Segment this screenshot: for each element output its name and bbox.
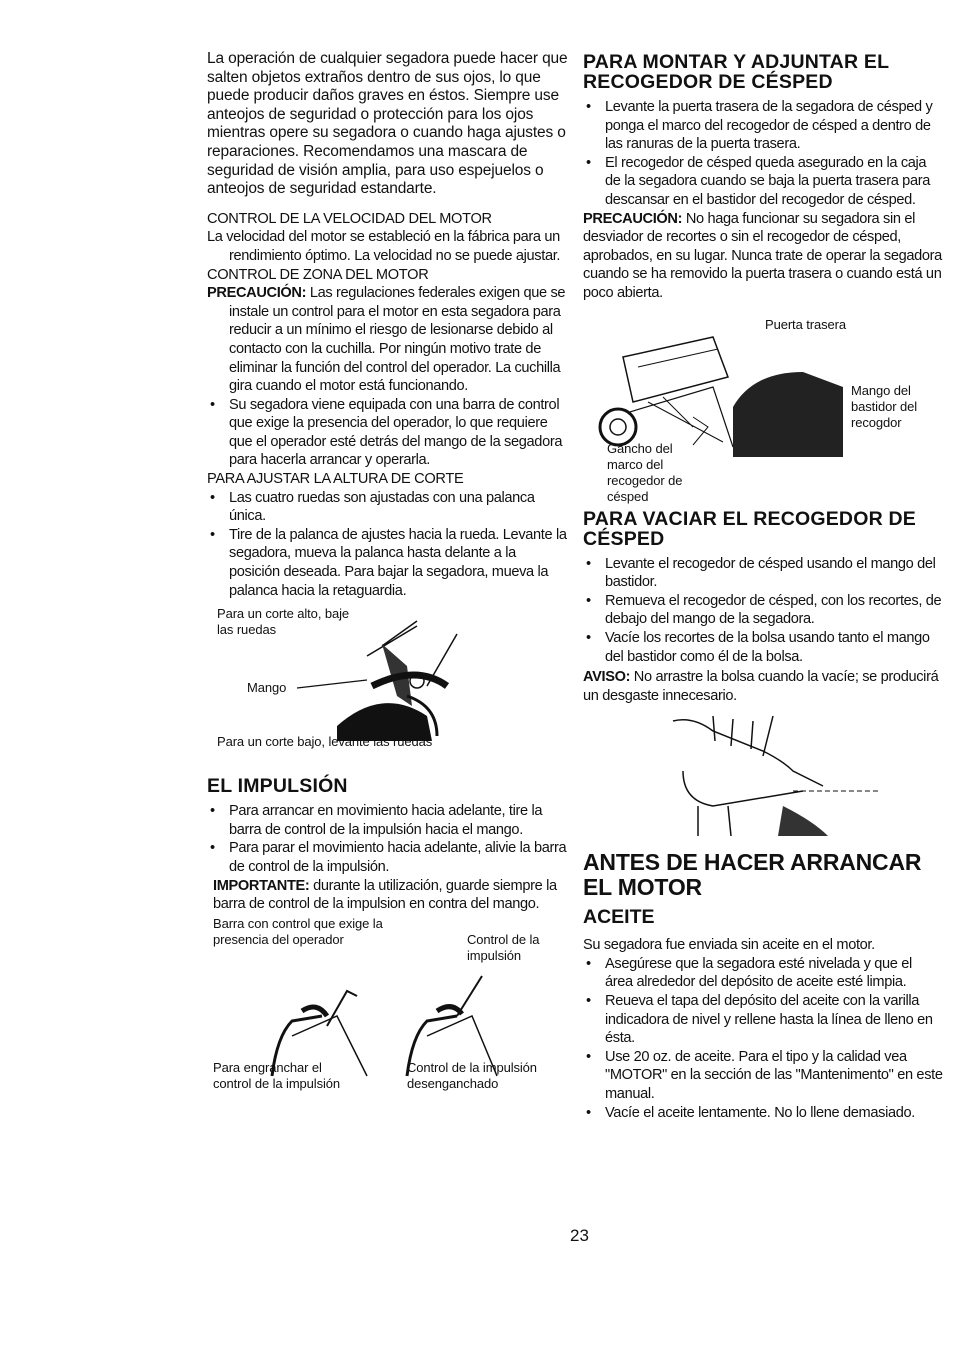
drive-control-figure (207, 916, 569, 1116)
fig1-mango-label: Mango (247, 680, 287, 696)
empty-bullets (583, 555, 943, 667)
drive-bullet: • Para parar el movimiento hacia adelante, alivie la barra de control de la impulsión. (207, 839, 569, 876)
mount-bullet: • Levante la puerta trasera de la segadora de césped y ponga el marco del recogedor de césped a dentro de las ranuras de la puerta trasera. (583, 98, 943, 154)
oil-bullet: • Reueva el tapa del depósito del aceite con la varilla indicadora de nivel y rellene hasta la línea de lleno en ésta. (583, 992, 943, 1048)
height-adjust-figure (207, 606, 569, 766)
mount-bagger-heading: PARA MONTAR Y ADJUNTAR EL RECOGEDOR DE CÉSPED (583, 51, 889, 93)
fig3-hook-label: Gancho del marco del recogedor de césped (607, 440, 683, 504)
fig2-drive-control-caption: Control de la impulsión (467, 931, 540, 963)
oil-heading: ACEITE (583, 906, 655, 929)
left-column (207, 50, 569, 1116)
drive-bullet: • Para arrancar en movimiento hacia adelante, tire la barra de control de la impulsión hacia el mango. (207, 802, 569, 839)
speed-control-text (207, 228, 569, 265)
mount-caution-text: No haga funcionar su segadora sin el desviador de recortes o sin el recogedor de césped, aprobados, en su lugar. Nunca trate de operar la segadora cuando se ha removido la puerta trasera o cuando está un poco abierta. (583, 210, 942, 301)
fig1-top-caption: Para un corte alto, baje las ruedas (217, 606, 350, 638)
important-text: durante la utilización, guarde siempre la barra de control de la impulsion en contra del mango. (213, 877, 557, 913)
oil-bullets (583, 955, 943, 1122)
drive-bullets (207, 802, 569, 876)
height-bullet: • Tire de la palanca de ajustes hacia la rueda. Levante la segadora, mueva la palanca hasta delante a la posición deseada. Para bajar la segadora, mueva la palanca hacia la retaguardia. (207, 526, 569, 600)
lever-wheel-illustration (287, 616, 527, 746)
important-label: IMPORTANTE: (213, 877, 310, 894)
oil-bullet: • Vacíe el aceite lentamente. No lo llene demasiado. (583, 1104, 943, 1123)
speed-control-title: CONTROL DE LA VELOCIDAD DEL MOTOR (207, 210, 492, 227)
empty-bagger-heading: PARA VACIAR EL RECOGEDOR DE CÉSPED (583, 507, 916, 550)
zone-control-title: CONTROL DE ZONA DEL MOTOR (207, 266, 429, 283)
oil-bullet: • Use 20 oz. de aceite. Para el tipo y la calidad vea "MOTOR" en la sección de las "Mantenimento" en este manual. (583, 1048, 943, 1104)
zone-control-text (207, 284, 569, 396)
emptying-bag-illustration (653, 711, 953, 836)
important-note (207, 877, 569, 914)
fig1-bottom-caption: Para un corte bajo, levante las ruedas (217, 734, 433, 750)
fig3-door-label: Puerta trasera (765, 316, 846, 332)
mount-caution-label: PRECAUCIÓN: (583, 210, 683, 227)
fig2-operator-bar-caption: Barra con control que exige la presencia del operador (213, 915, 383, 947)
height-bullet: • Las cuatro ruedas son ajustadas con una palanca única. (207, 489, 569, 526)
drive-heading: EL IMPULSIÓN (207, 775, 348, 798)
height-bullets (207, 489, 569, 601)
fig2-disengaged-caption: Control de la impulsión desenganchado (407, 1059, 537, 1091)
intro-paragraph: La operación de cualquier segadora puede hacer que salten objetos extraños dentro de sus ojos, lo que puede producir daños graves en éstos. Siempre use anteojos de seguridad o protección para los ojos mientras opere su segadora o cuando haga ajustes o reparaciones. Recomendamos una mascara de seguridad de visión amplia, para uso espejuelos o anteojos de seguridad estandarte. (207, 50, 568, 198)
notice-label: AVISO: (583, 669, 631, 686)
notice-text: No arrastre la bolsa cuando la vacíe; se producirá un desgaste innecesario. (583, 669, 939, 704)
mower-bagger-illustration (593, 317, 853, 457)
zone-caution-text: Las regulaciones federales exigen que se instale un control para el motor en esta segadora para reducir a un mínimo el riesgo de lesionarse debido al contacto con la cuchilla. Por ningún motivo trate de eliminar la función del control del operador. La cuchilla gira cuando el motor está funcionando. (229, 285, 566, 395)
mount-caution (583, 210, 943, 303)
page-number: 23 (570, 1226, 589, 1245)
zone-bullet: • Su segadora viene equipada con una barra de control que exige la presencia del operador, lo que requiere que el operador esté detrás del mango de la segadora para hacerla arrancar y operarla. (207, 396, 569, 470)
mount-bullets (583, 98, 943, 210)
empty-bullet: • Levante el recogedor de césped usando el mango del bastidor. (583, 555, 943, 592)
fig2-engage-caption: Para engranchar el control de la impulsión (213, 1059, 341, 1091)
fig3-handle-label: Mango del bastidor del recogdor (851, 382, 918, 430)
rear-door-figure (583, 309, 943, 507)
height-title: PARA AJUSTAR LA ALTURA DE CORTE (207, 471, 464, 488)
zone-bullets (207, 396, 569, 470)
right-column (583, 50, 943, 1122)
empty-bullet: • Remueva el recogedor de césped, con los recortes, de debajo del mango de la segadora. (583, 592, 943, 629)
empty-bullet: • Vacíe los recortes de la bolsa usando tanto el mango del bastidor como él de la bolsa. (583, 629, 943, 666)
zone-caution-label: PRECAUCIÓN: (207, 285, 307, 302)
speed-control-text-span: La velocidad del motor se estableció en la fábrica para un rendimiento óptimo. La velocidad no se puede ajustar. (207, 229, 561, 264)
oil-bullet: • Asegúrese que la segadora esté nivelada y que el área alrededor del depósito de aceite esté limpia. (583, 955, 943, 992)
mount-bullet: • El recogedor de césped queda asegurado en la caja de la segadora cuando se baja la puerta trasera para descansar en el bastidor del recogedor de césped. (583, 154, 943, 210)
before-start-heading: ANTES DE HACER ARRANCAR EL MOTOR (583, 849, 922, 901)
oil-intro: Su segadora fue enviada sin aceite en el motor. (583, 937, 875, 954)
notice (583, 668, 943, 705)
